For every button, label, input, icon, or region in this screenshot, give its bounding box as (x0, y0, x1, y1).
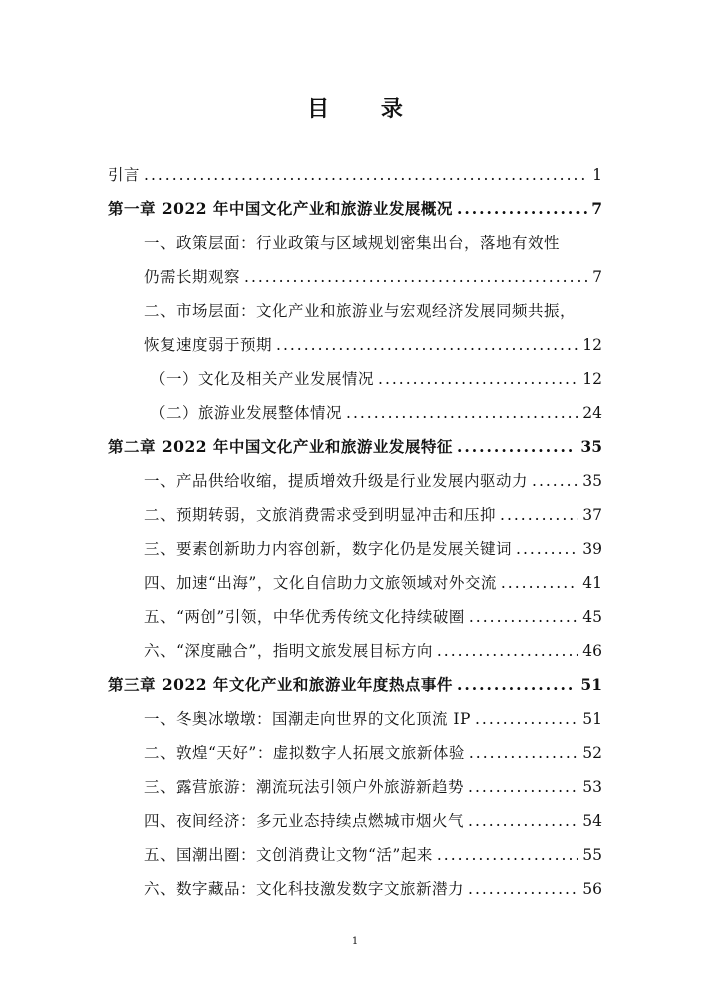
toc-entry-text: 恢复速度弱于预期 (144, 336, 273, 354)
dot-leader (468, 872, 578, 906)
toc-entry-text: 三、要素创新助力内容创新，数字化仍是发展关键词 (144, 540, 513, 558)
toc-page-number: 1 (592, 166, 602, 184)
toc-page-number: 56 (582, 880, 602, 898)
toc-entry-chapter-1[interactable] (108, 192, 602, 226)
dot-leader (244, 260, 588, 294)
dot-leader (144, 158, 588, 192)
toc-page-number: 51 (580, 675, 602, 694)
dot-leader (532, 464, 578, 498)
toc-entry-section[interactable] (108, 498, 602, 532)
toc-entry-section[interactable] (108, 770, 602, 804)
toc-page-number: 7 (591, 199, 602, 218)
table-of-contents (108, 158, 602, 906)
dot-leader (501, 566, 578, 600)
toc-entry-subsection[interactable] (108, 396, 602, 430)
page-footer-number: 1 (351, 936, 359, 947)
dot-leader (346, 396, 578, 430)
toc-entry-section[interactable] (108, 226, 602, 260)
toc-entry-text: 二、预期转弱，文旅消费需求受到明显冲击和压抑 (144, 506, 497, 524)
dot-leader (457, 668, 576, 702)
toc-page-number: 7 (592, 268, 602, 286)
toc-page-number: 55 (582, 846, 602, 864)
toc-page-number: 51 (582, 710, 602, 728)
toc-entry-section[interactable] (108, 600, 602, 634)
toc-entry-intro[interactable] (108, 158, 602, 192)
toc-entry-section[interactable] (108, 294, 602, 328)
toc-page-number: 24 (582, 404, 602, 422)
toc-entry-section[interactable] (108, 872, 602, 906)
toc-entry-section-cont[interactable] (108, 260, 602, 294)
toc-page-number: 46 (582, 642, 602, 660)
dot-leader (437, 838, 578, 872)
toc-page-number: 53 (582, 778, 602, 796)
dot-leader (437, 634, 578, 668)
toc-entry-text: 引言 (108, 166, 141, 184)
toc-entry-section[interactable] (108, 532, 602, 566)
toc-page-number: 35 (580, 437, 602, 456)
toc-entry-text: 第三章 2022 年文化产业和旅游业年度热点事件 (108, 675, 453, 694)
toc-page-number: 45 (582, 608, 602, 626)
toc-entry-text: 三、露营旅游：潮流玩法引领户外旅游新趋势 (144, 778, 465, 796)
toc-entry-text: 六、数字藏品：文化科技激发数字文旅新潜力 (144, 880, 465, 898)
toc-entry-section[interactable] (108, 804, 602, 838)
toc-entry-text: 第一章 2022 年中国文化产业和旅游业发展概况 (108, 199, 453, 218)
page-title: 目 录 (307, 96, 425, 122)
dot-leader (469, 736, 578, 770)
dot-leader (457, 430, 576, 464)
toc-entry-text: 仍需长期观察 (144, 268, 241, 286)
dot-leader (468, 770, 578, 804)
toc-entry-text: 二、敦煌“天好”：虚拟数字人拓展文旅新体验 (144, 744, 465, 762)
toc-entry-subsection[interactable] (108, 362, 602, 396)
toc-page-number: 35 (582, 472, 602, 490)
toc-page-number: 54 (582, 812, 602, 830)
toc-entry-section[interactable] (108, 736, 602, 770)
toc-entry-text: 六、“深度融合”，指明文旅发展目标方向 (144, 642, 433, 660)
toc-page-number: 39 (582, 540, 602, 558)
toc-page-number: 12 (582, 370, 602, 388)
toc-entry-chapter-2[interactable] (108, 430, 602, 464)
dot-leader (469, 600, 578, 634)
dot-leader (516, 532, 578, 566)
dot-leader (468, 804, 578, 838)
toc-entry-text: 四、加速“出海”，文化自信助力文旅领域对外交流 (144, 574, 497, 592)
toc-entry-section-cont[interactable] (108, 328, 602, 362)
toc-entry-chapter-3[interactable] (108, 668, 602, 702)
toc-entry-text: 四、夜间经济：多元业态持续点燃城市烟火气 (144, 812, 465, 830)
toc-entry-text: （一）文化及相关产业发展情况 (150, 370, 375, 388)
toc-entry-text: 第二章 2022 年中国文化产业和旅游业发展特征 (108, 437, 453, 456)
toc-page-number: 12 (582, 336, 602, 354)
dot-leader (276, 328, 578, 362)
toc-entry-text: 五、国潮出圈：文创消费让文物“活”起来 (144, 846, 433, 864)
toc-entry-text: 一、政策层面：行业政策与区域规划密集出台，落地有效性 (144, 234, 561, 252)
toc-entry-text: 二、市场层面：文化产业和旅游业与宏观经济发展同频共振， (144, 302, 577, 320)
dot-leader (475, 702, 578, 736)
toc-entry-text: （二）旅游业发展整体情况 (150, 404, 343, 422)
toc-entry-section[interactable] (108, 464, 602, 498)
toc-entry-section[interactable] (108, 702, 602, 736)
toc-entry-section[interactable] (108, 634, 602, 668)
toc-entry-section[interactable] (108, 566, 602, 600)
toc-entry-section[interactable] (108, 838, 602, 872)
dot-leader (378, 362, 578, 396)
toc-page-number: 41 (582, 574, 602, 592)
toc-page-number: 52 (582, 744, 602, 762)
toc-entry-text: 一、产品供给收缩，提质增效升级是行业发展内驱动力 (144, 472, 529, 490)
toc-entry-text: 一、冬奥冰墩墩：国潮走向世界的文化顶流 IP (144, 710, 471, 728)
toc-entry-text: 五、“两创”引领，中华优秀传统文化持续破圈 (144, 608, 465, 626)
dot-leader (457, 192, 587, 226)
toc-page-number: 37 (582, 506, 602, 524)
dot-leader (500, 498, 578, 532)
